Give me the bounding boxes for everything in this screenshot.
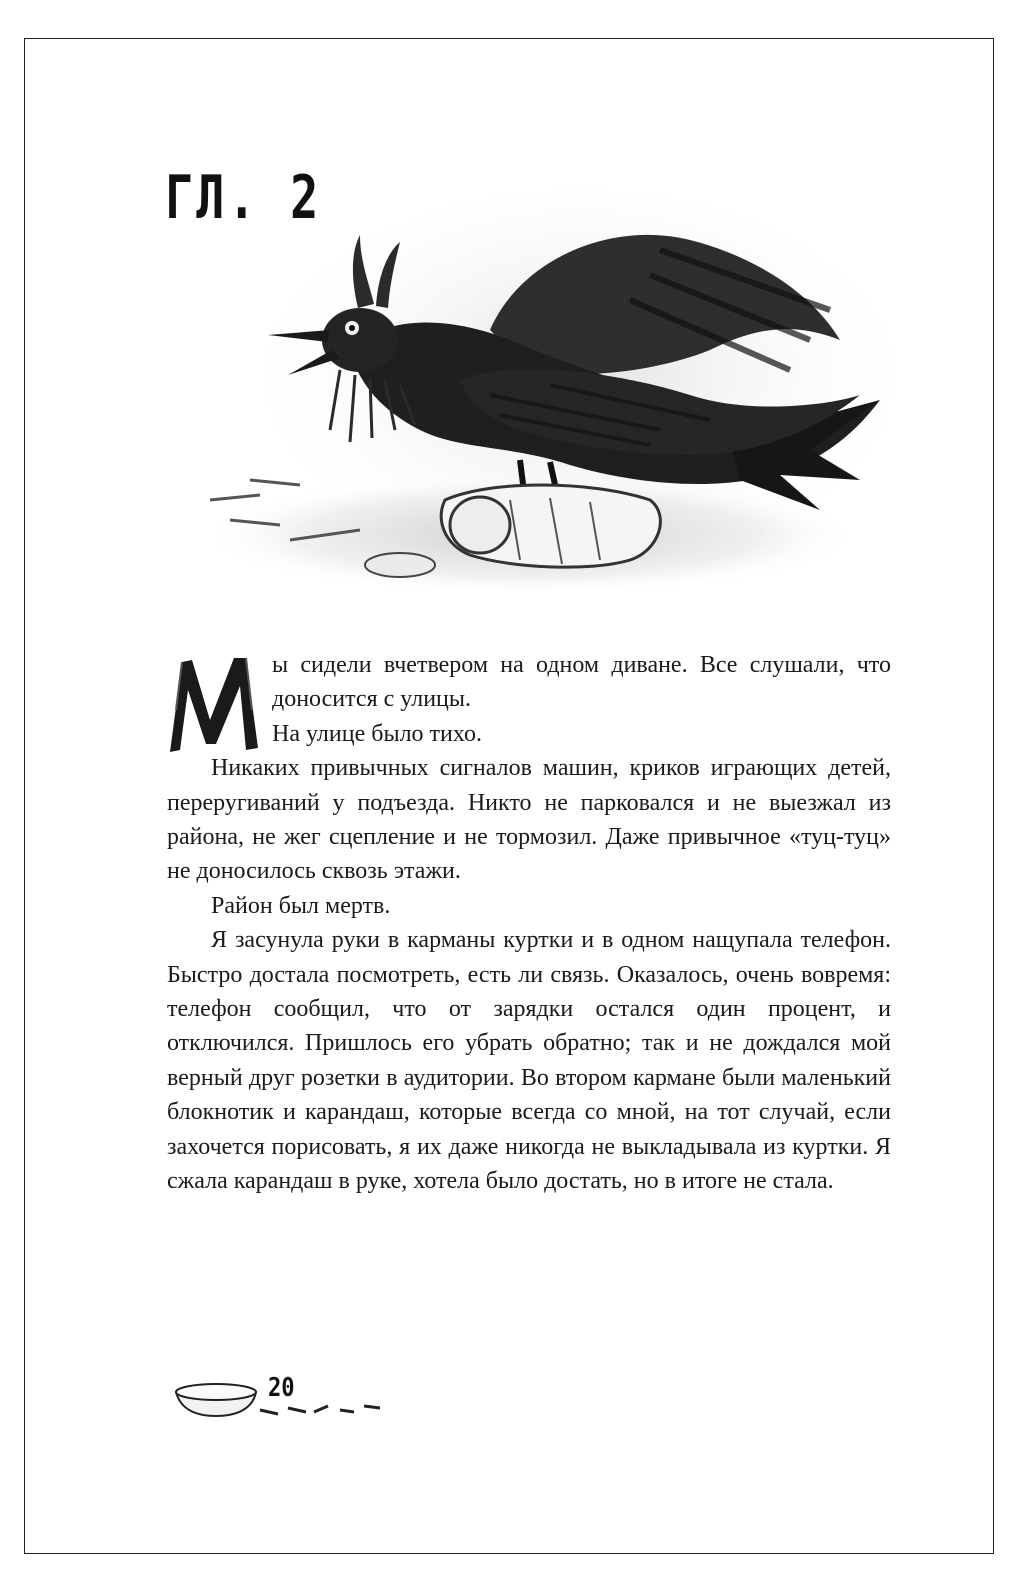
paragraph: Район был мертв. [211, 892, 391, 919]
page-number: 20 [268, 1373, 295, 1403]
paragraph: Никаких привычных сигналов машин, криков играющих детей, переругиваний у подъезда. Никто не парковался и не выезжал из района, не жег сцепление и не тормозил. Даже привычное «туц-туц» не доносилось сквозь этажи. [167, 755, 891, 885]
svg-text:М: М [212, 710, 213, 711]
paragraph: ы сидели вчетвером на одном диване. Все слушали, что доносится с улицы. [272, 652, 891, 713]
crow-illustration [190, 180, 890, 605]
body-text [167, 648, 891, 1199]
chapter-title: ГЛ. 2 [165, 163, 322, 233]
paragraph: На улице было тихо. [272, 720, 482, 747]
paragraph: Я засунула руки в карманы куртки и в одном нащупала телефон. Быстро достала посмотреть, есть ли связь. Оказалось, очень вовремя: телефон сообщил, что от зарядки остался один процент, и отключился. Пришлось его убрать обратно; так и не дождался мой верный друг розетки в аудитории. Во втором кармане были маленький блокнотик и карандаш, которые всегда со мной, на тот случай, если захочется порисовать, я их даже никогда не выкладывала из куртки. Я сжала карандаш в руке, хотела было достать, но в итоге не стала. [167, 927, 891, 1195]
